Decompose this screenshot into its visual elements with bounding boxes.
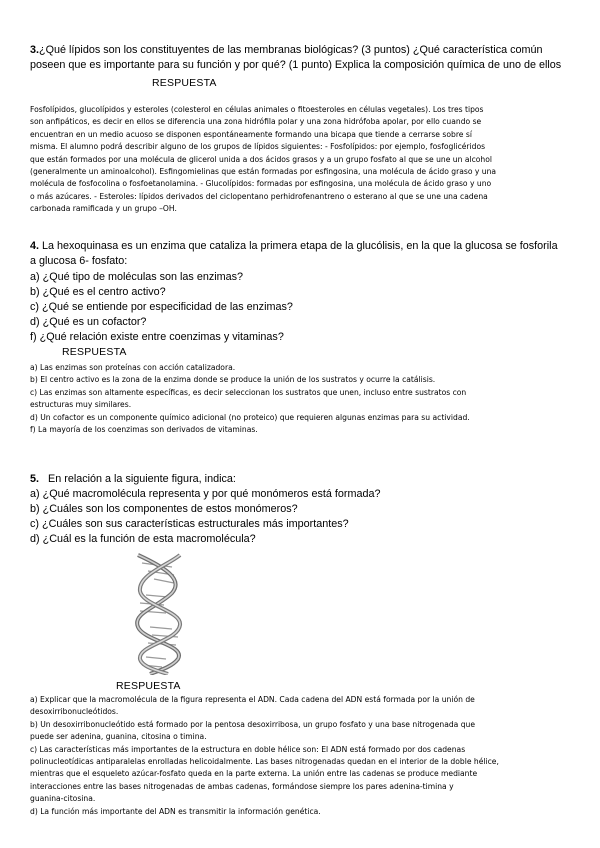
answer-line: d) Un cofactor es un componente químico adicional (no proteico) que requieren algunas enzimas para su actividad. [30,412,470,422]
answer-line: mientras que el esqueleto azúcar-fosfato queda en la parte externa. La unión entre las cadenas se produce mediante [30,769,478,779]
question-3-number: 3. [30,44,40,56]
question-3-line-1: 3.¿Qué lípidos son los constituyentes de las membranas biológicas? (3 puntos) ¿Qué característica común [30,44,543,56]
answer-line: b) Un desoxirribonucleótido está formado por la pentosa desoxirribosa, un grupo fosfato y una base nitrogenada que [30,719,476,729]
answer-line: guanina-citosina. [30,794,96,804]
question-4-item-d: d) ¿Qué es un cofactor? [30,316,147,328]
answer-line: son anfipáticos, es decir en ellos se diferencia una zona hidrófila polar y una zona hidrófoba apolar, por ello cuando se [30,117,482,127]
question-4-line-1: 4. La hexoquinasa es un enzima que cataliza la primera etapa de la glucólisis, en la que la glucosa se fosforila [30,240,558,252]
question-5-item-b: b) ¿Cuáles son los componentes de estos monómeros? [30,503,298,515]
answer-line: o más azúcares. - Esteroles: lípidos derivados del ciclopentano perhidrofenantreno o esterano al que se une una cadena [30,191,488,201]
question-3-line-2: poseen que es importante para su función y por qué? (1 punto) Explica la composición química de uno de ellos [30,59,562,71]
question-3 [30,43,585,73]
base-pair-rung [154,579,174,583]
answer-line: interacciones entre las bases nitrogenadas de ambas cadenas, formándose siempre los pares adenina-timina y [30,781,454,791]
answer-line: c) Las características más importantes de la estructura en doble hélice son: El ADN está formado por dos cadenas [30,744,466,754]
answer-line: encuentran en un medio acuoso se disponen espontáneamente formando una bicapa que tiende a cerrarse sobre sí [30,129,472,139]
question-4-item-b: b) ¿Qué es el centro activo? [30,286,166,298]
question-4 [30,239,585,345]
answer-line: b) El centro activo es la zona de la enzima donde se produce la unión de los sustratos y ocurre la catálisis. [30,375,436,385]
answer-line: (generalmente un aminoalcohol). Esfingomielinas que están formadas por esfingosina, una molécula de ácido graso y una [30,167,497,177]
base-pair-rung [150,627,172,629]
answer-line: Fosfolípidos, glucolípidos y esteroles (colesterol en células animales o fitoesteroles en células vegetales). Los tres tipos [30,105,484,114]
answer-line: puede ser adenina, guanina, citosina o timina. [30,732,207,742]
question-5-answer [30,694,582,818]
question-5-item-d: d) ¿Cuál es la función de esta macromolécula? [30,533,256,545]
question-4-item-f: f) ¿Qué relación existe entre coenzimas y vitaminas? [30,331,284,343]
answer-line: carbonada ramificada y un grupo –OH. [30,204,177,214]
question-3-answer [30,104,582,216]
answer-line: d) La función más importante del ADN es transmitir la información genética. [30,806,321,816]
answer-line: polinucleotídicas antiparalelas enrolladas helicoidalmente. Las bases nitrogenadas quedan en el interior de la doble hélice, [30,757,499,767]
question-5-line-1: 5. En relación a la siguiente figura, indica: [30,473,236,485]
answer-line: c) Las enzimas son altamente específicas, es decir seleccionan los sustratos que unen, incluso entre sustratos con [30,387,467,397]
answer-line: estructuras muy similares. [30,400,132,410]
base-pair-rung [146,657,166,659]
question-5 [30,472,585,547]
question-5-item-c: c) ¿Cuáles son sus características estructurales más importantes? [30,518,349,530]
question-4-respuesta-label: RESPUESTA [62,346,127,358]
answer-line: a) Las enzimas son proteínas con acción catalizadora. [30,363,236,372]
question-5-item-a: a) ¿Qué macromolécula representa y por qué monómeros está formada? [30,488,381,500]
answer-line: que están formados por una molécula de glicerol unida a dos ácidos grasos y a un grupo fosfato al que se une un alcohol [30,154,493,164]
question-4-number: 4. [30,240,40,252]
answer-line: molécula de fosfocolina o fosfoetanolamina. - Glucolípidos: formadas por esfingosina, una molécula de ácido graso y uno [30,179,492,189]
question-5-respuesta-label: RESPUESTA [116,680,181,692]
question-5-number: 5. [30,473,40,485]
answer-line: f) La mayoría de los coenzimas son derivados de vitaminas. [30,425,258,435]
question-3-respuesta-label: RESPUESTA [152,77,217,89]
answer-line: misma. El alumno podrá describir alguno de los grupos de lípidos siguientes: - Fosfolípidos: por ejemplo, fosfoglicéridos [30,142,486,152]
question-4-line-2: a glucosa 6- fosfato: [30,255,128,267]
question-4-item-c: c) ¿Qué se entiende por especificidad de las enzimas? [30,301,293,313]
answer-line: a) Explicar que la macromolécula de la figura representa el ADN. Cada cadena del ADN está formada por la unión de [30,695,475,704]
answer-line: desoxirribonucleótidos. [30,707,119,717]
question-4-item-a: a) ¿Qué tipo de moléculas son las enzimas? [30,271,244,283]
dna-double-helix-figure [128,553,192,675]
question-4-answer [30,362,582,436]
